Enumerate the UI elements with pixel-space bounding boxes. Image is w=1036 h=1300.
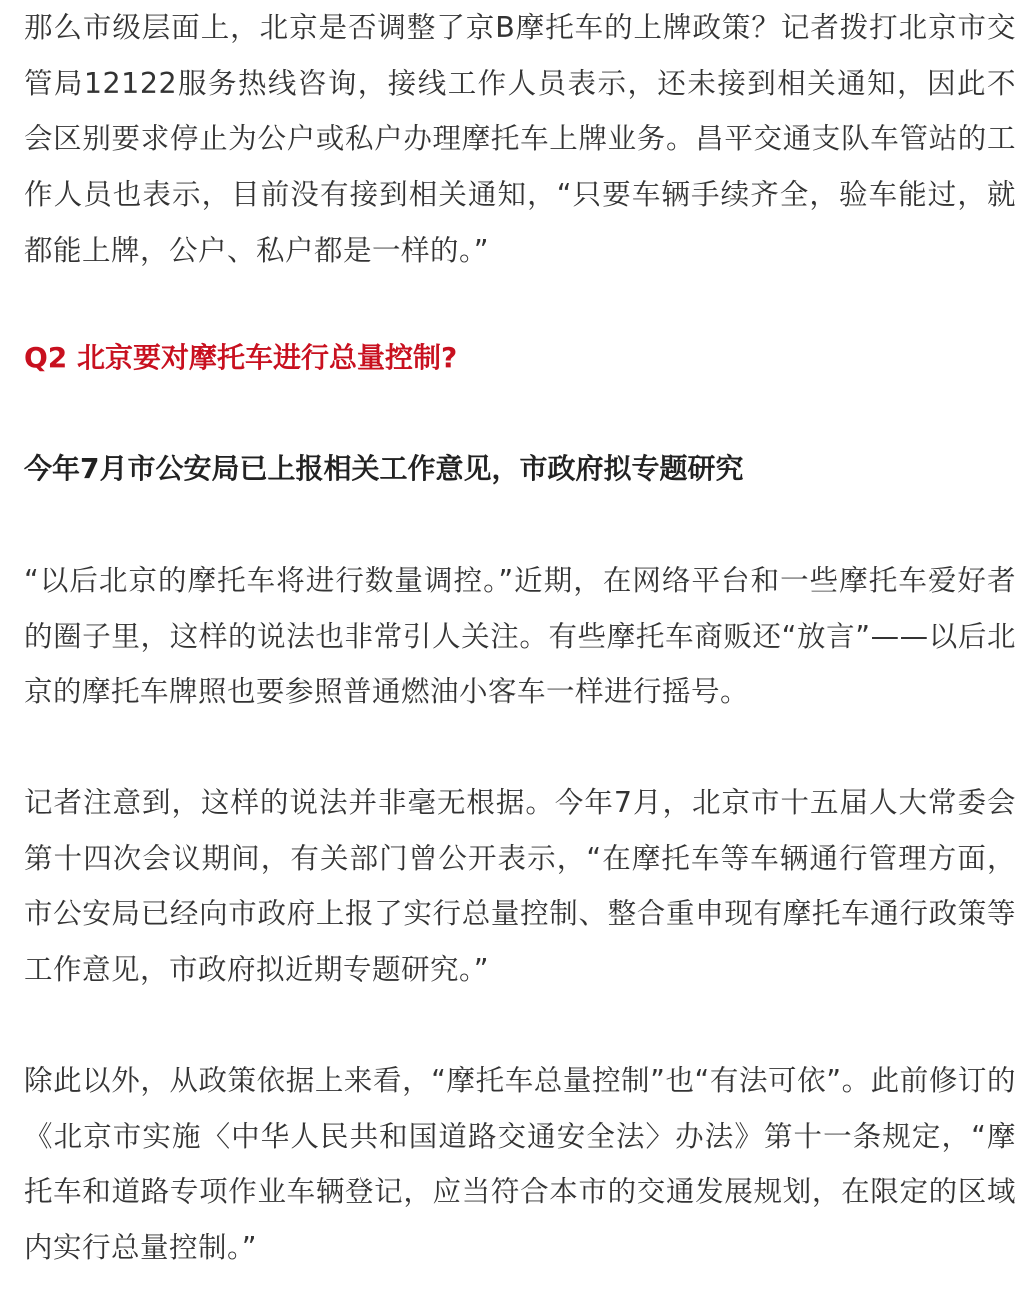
paragraph-npc-meeting: 记者注意到，这样的说法并非毫无根据。今年7月，北京市十五届人大常委会第十四次会议期间，有关部门曾公开表示，“在摩托车等车辆通行管理方面，市公安局已经向市政府上报了实行总量控制、整合重申现有摩托车通行政策等工作意见，市政府拟近期专题研究。” — [24, 786, 1016, 987]
section-heading-q2: Q2 北京要对摩托车进行总量控制? — [24, 341, 458, 374]
subheading-july-report: 今年7月市公安局已上报相关工作意见，市政府拟专题研究 — [24, 452, 744, 485]
paragraph-legal-basis: 除此以外，从政策依据上来看，“摩托车总量控制”也“有法可依”。此前修订的《北京市实施〈中华人民共和国道路交通安全法〉办法》第十一条规定，“摩托车和道路专项作业车辆登记，应当符合本市的交通发展规划，在限定的区域内实行总量控制。” — [24, 1064, 1016, 1265]
paragraph-beijing-plate-policy: 那么市级层面上，北京是否调整了京B摩托车的上牌政策？记者拨打北京市交管局12122服务热线咨询，接线工作人员表示，还未接到相关通知，因此不会区别要求停止为公户或私户办理摩托车上牌业务。昌平交通支队车管站的工作人员也表示，目前没有接到相关通知，“只要车辆手续齐全，验车能过，就都能上牌，公户、私户都是一样的。” — [24, 11, 1016, 267]
paragraph-quantity-control-rumor: “以后北京的摩托车将进行数量调控。”近期，在网络平台和一些摩托车爱好者的圈子里，这样的说法也非常引人关注。有些摩托车商贩还“放言”——以后北京的摩托车牌照也要参照普通燃油小客车一样进行摇号。 — [24, 564, 1016, 709]
